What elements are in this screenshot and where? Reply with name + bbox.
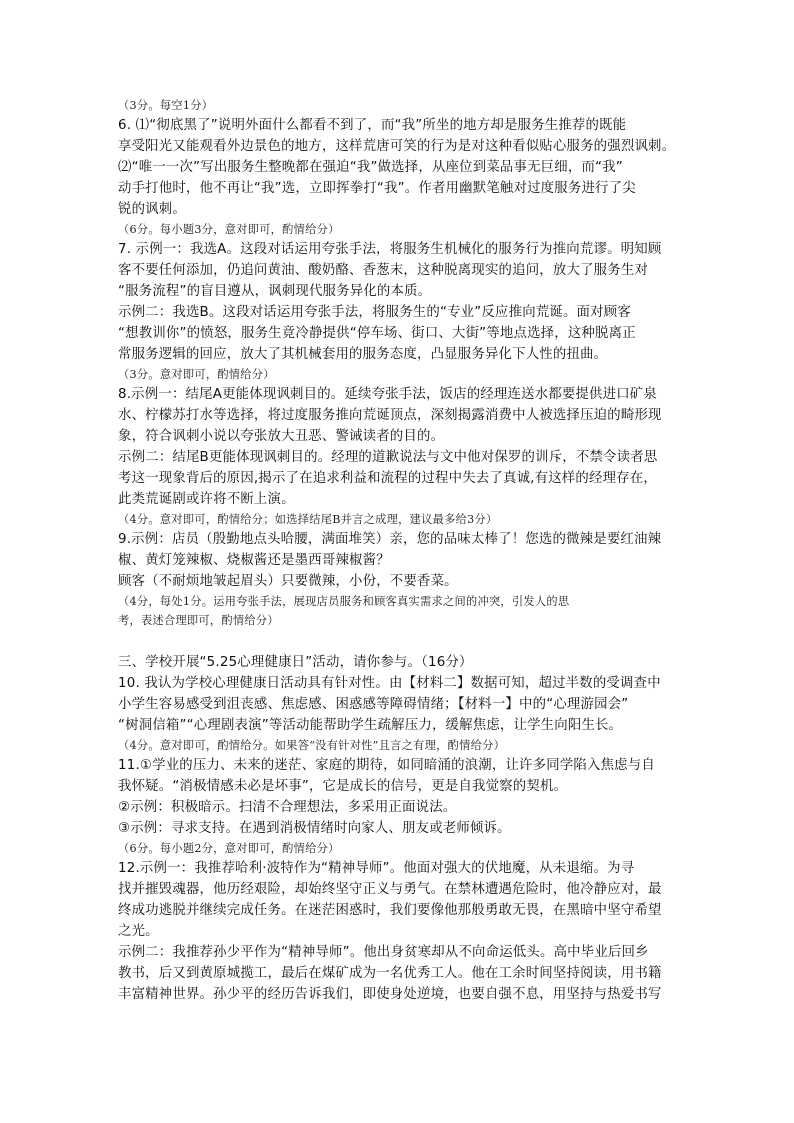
answer-line: 锐的讽刺。 — [118, 202, 186, 217]
answer-line: 8.示例一：结尾A更能体现讽刺目的。延续夸张手法，饭店的经理连送水都要提供进口矿泉 — [118, 387, 657, 402]
answer-line: 丰富精神世界。孙少平的经历告诉我们，即使身处逆境，也要自强不息，用坚持与热爱书写 — [118, 987, 662, 1002]
answer-line: ②示例：积极暗示。扫清不合理想法，多采用正面说法。 — [118, 800, 457, 815]
answer-line: 常服务逻辑的回应，放大了其机械套用的服务态度，凸显服务异化下人性的扭曲。 — [118, 347, 608, 362]
scoring-note: （4分。意对即可，酌情给分；如选择结尾B并言之成理，建议最多给3分） — [118, 513, 498, 526]
answer-line: “树洞信箱”“心理剧表演”等活动能帮助学生疏解压力，缓解焦虑，让学生向阳生长。 — [118, 718, 623, 733]
section-heading: 三、学校开展“5.25心理健康日”活动，请你参与。（16分） — [118, 655, 473, 670]
scoring-note: （4分。意对即可，酌情给分。如果答“没有针对性”且言之有理，酌情给分） — [118, 739, 506, 752]
answer-line: ⑵“唯一一次”写出服务生整晚都在强迫“我”做选择，从座位到菜品事无巨细，而“我” — [118, 160, 623, 175]
answer-line: 找并摧毁魂器，他历经艰险，却始终坚守正义与勇气。在禁林遭遇危险时，他冷静应对，最 — [118, 882, 662, 897]
answer-line: 顾客（不耐烦地皱起眉头）只要微辣，小份，不要香菜。 — [118, 574, 458, 589]
scoring-note: （6分。每小题2分，意对即可，酌情给分） — [118, 842, 340, 855]
answer-line: 象，符合讽刺小说以夸张放大丑恶、警诫读者的目的。 — [118, 429, 445, 444]
answer-line: ③示例：寻求支持。在遇到消极情绪时向家人、朋友或老师倾诉。 — [118, 821, 511, 836]
answer-line: 9.示例：店员（殷勤地点头哈腰，满面堆笑）亲，您的品味太棒了！您选的微辣是要红油辣 — [118, 532, 662, 547]
answer-line: 之光。 — [118, 924, 159, 939]
scoring-note: （3分。意对即可，酌情给分） — [118, 368, 275, 381]
answer-line: 小学生容易感受到沮丧感、焦虑感、困惑感等障碍情绪；【材料一】中的“心理游园会” — [118, 697, 629, 712]
answer-line: “想教训你”的愤怒，服务生竟冷静提供“停车场、街口、大街”等地点选择，这种脱离正 — [118, 326, 636, 341]
answer-line: 我怀疑。“消极情感未必是坏事”，它是成长的信号，更是自我觉察的契机。 — [118, 779, 568, 794]
answer-key-page — [118, 96, 683, 1005]
answer-line: 示例二：我选B。这段对话运用夸张手法，将服务生的“专业”反应推向荒诞。面对顾客 — [118, 305, 631, 320]
answer-line: 水、柠檬苏打水等选择，将过度服务推向荒诞顶点，深刻揭露消费中人被选择压迫的畸形现 — [118, 408, 662, 423]
answer-line: 此类荒诞剧或许将不断上演。 — [118, 492, 295, 507]
answer-line: 终成功逃脱并继续完成任务。在迷茫困惑时，我们要像他那般勇敢无畏，在黑暗中坚守希望 — [118, 903, 662, 918]
answer-line: 11.①学业的压力、未来的迷茫、家庭的期待，如同暗涌的浪潮，让许多同学陷入焦虑与自 — [118, 758, 655, 773]
answer-line: 考这一现象背后的原因,揭示了在追求利益和流程的过程中失去了真诚,有这样的经理存在， — [118, 471, 657, 486]
spacer — [118, 630, 683, 652]
answer-line: 教书，后又到黄原城揽工，最后在煤矿成为一名优秀工人。他在工余时间坚持阅读，用书籍 — [118, 966, 662, 981]
scoring-note: （6分。每小题3分，意对即可，酌情给分） — [118, 223, 340, 236]
answer-line: 示例二：结尾B更能体现讽刺目的。经理的道歉说法与文中他对保罗的训斥，不禁令读者思 — [118, 450, 658, 465]
answer-line: 椒、黄灯笼辣椒、烧椒酱还是墨西哥辣椒酱？ — [118, 553, 390, 568]
scoring-note: （3分。每空1分） — [118, 99, 214, 112]
answer-line: 动手打他时，他不再让“我”选，立即挥拳打“我”。作者用幽默笔触对过度服务进行了尖 — [118, 181, 636, 196]
answer-line: 客不要任何添加，仍追问黄油、酸奶酪、香葱末，这种脱离现实的追问，放大了服务生对 — [118, 263, 649, 278]
scoring-note: （4分，每处1分。运用夸张手法，展现店员服务和顾客真实需求之间的冲突，引发人的思 — [118, 595, 570, 608]
answer-line: 享受阳光又能观看外边景色的地方，这样荒唐可笑的行为是对这种看似贴心服务的强烈讽刺。 — [118, 139, 676, 154]
answer-line: 12.示例一：我推荐哈利·波特作为“精神导师”。他面对强大的伏地魔，从未退缩。为寻 — [118, 861, 635, 876]
answer-line: 10. 我认为学校心理健康日活动具有针对性。由【材料二】数据可知，超过半数的受调查中 — [118, 676, 661, 691]
answer-line: 7. 示例一：我选A。这段对话运用夸张手法，将服务生机械化的服务行为推向荒谬。明知顾 — [118, 242, 662, 257]
scoring-note: 考，表述合理即可，酌情给分） — [118, 614, 279, 627]
answer-line: 示例二：我推荐孙少平作为“精神导师”。他出身贫寒却从不向命运低头。高中毕业后回乡 — [118, 945, 649, 960]
answer-line: 6. ⑴“彻底黑了”说明外面什么都看不到了，而“我”所坐的地方却是服务生推荐的既能 — [118, 118, 627, 133]
answer-line: “服务流程”的盲目遵从，讽刺现代服务异化的本质。 — [118, 284, 432, 299]
